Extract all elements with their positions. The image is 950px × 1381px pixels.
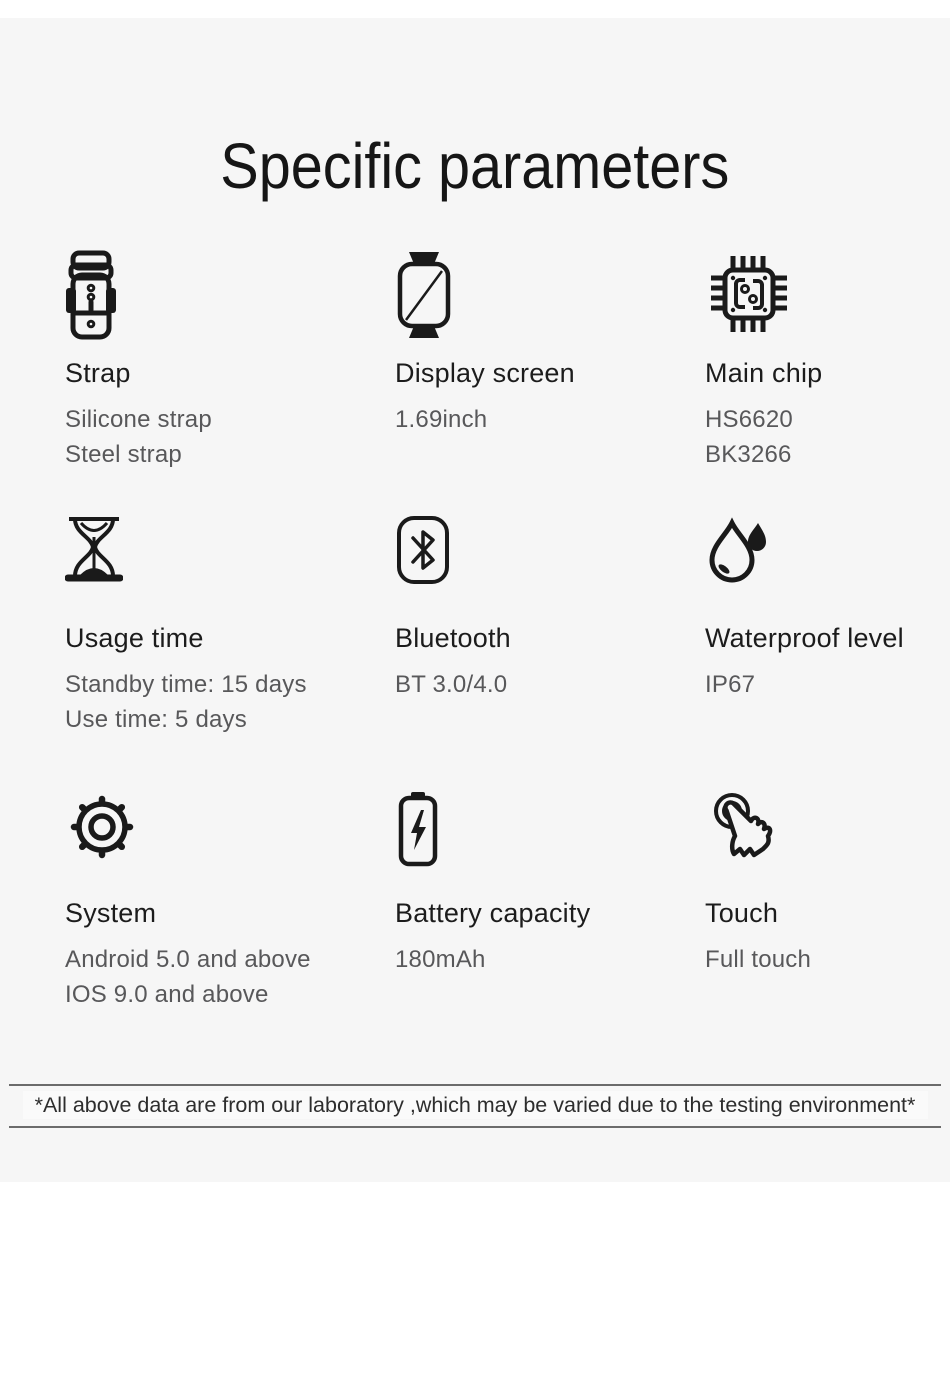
chip-icon	[705, 250, 945, 342]
spec-value: 1.69inch	[395, 406, 488, 433]
spec-label: Bluetooth	[395, 623, 511, 653]
spec-item-touch	[705, 790, 945, 1012]
spec-value: Silicone strap	[65, 406, 212, 433]
spec-value: Standby time: 15 days	[65, 671, 307, 698]
disclaimer-text: *All above data are from our laboratory ,which may be varied due to the testing environment*	[23, 1091, 928, 1119]
spec-label: Strap	[65, 358, 131, 388]
spec-item-waterproof	[705, 515, 945, 790]
spec-item-bluetooth	[395, 515, 705, 790]
spec-item-usage	[65, 515, 395, 790]
gear-icon	[65, 790, 395, 882]
spec-item-battery	[395, 790, 705, 1012]
spec-label: Usage time	[65, 623, 204, 653]
spec-item-display	[395, 250, 705, 515]
bluetooth-icon	[395, 515, 705, 607]
spec-value: Steel strap	[65, 441, 182, 468]
specs-grid	[65, 250, 945, 1012]
water-drop-icon	[705, 515, 945, 607]
spec-value: HS6620	[705, 406, 793, 433]
spec-item-system	[65, 790, 395, 1012]
spec-value: IP67	[705, 671, 756, 698]
spec-label: Touch	[705, 898, 779, 928]
touch-hand-icon	[705, 790, 945, 882]
spec-value: Use time: 5 days	[65, 706, 247, 733]
spec-label: System	[65, 898, 157, 928]
spec-label: Waterproof level	[705, 623, 904, 653]
page-title: Specific parameters	[220, 129, 730, 202]
watch-face-icon	[395, 250, 705, 342]
spec-label: Main chip	[705, 358, 823, 388]
spec-value: Android 5.0 and above	[65, 946, 311, 973]
spec-value: 180mAh	[395, 946, 486, 973]
spec-value: BK3266	[705, 441, 792, 468]
spec-label: Display screen	[395, 358, 575, 388]
battery-icon	[395, 790, 705, 882]
watch-strap-icon	[65, 250, 395, 342]
hourglass-icon	[65, 515, 395, 607]
spec-value: Full touch	[705, 946, 812, 973]
spec-label: Battery capacity	[395, 898, 591, 928]
spec-item-strap	[65, 250, 395, 515]
disclaimer-band	[9, 1084, 941, 1128]
spec-value: BT 3.0/4.0	[395, 671, 508, 698]
spec-item-chip	[705, 250, 945, 515]
spec-value: IOS 9.0 and above	[65, 981, 269, 1008]
